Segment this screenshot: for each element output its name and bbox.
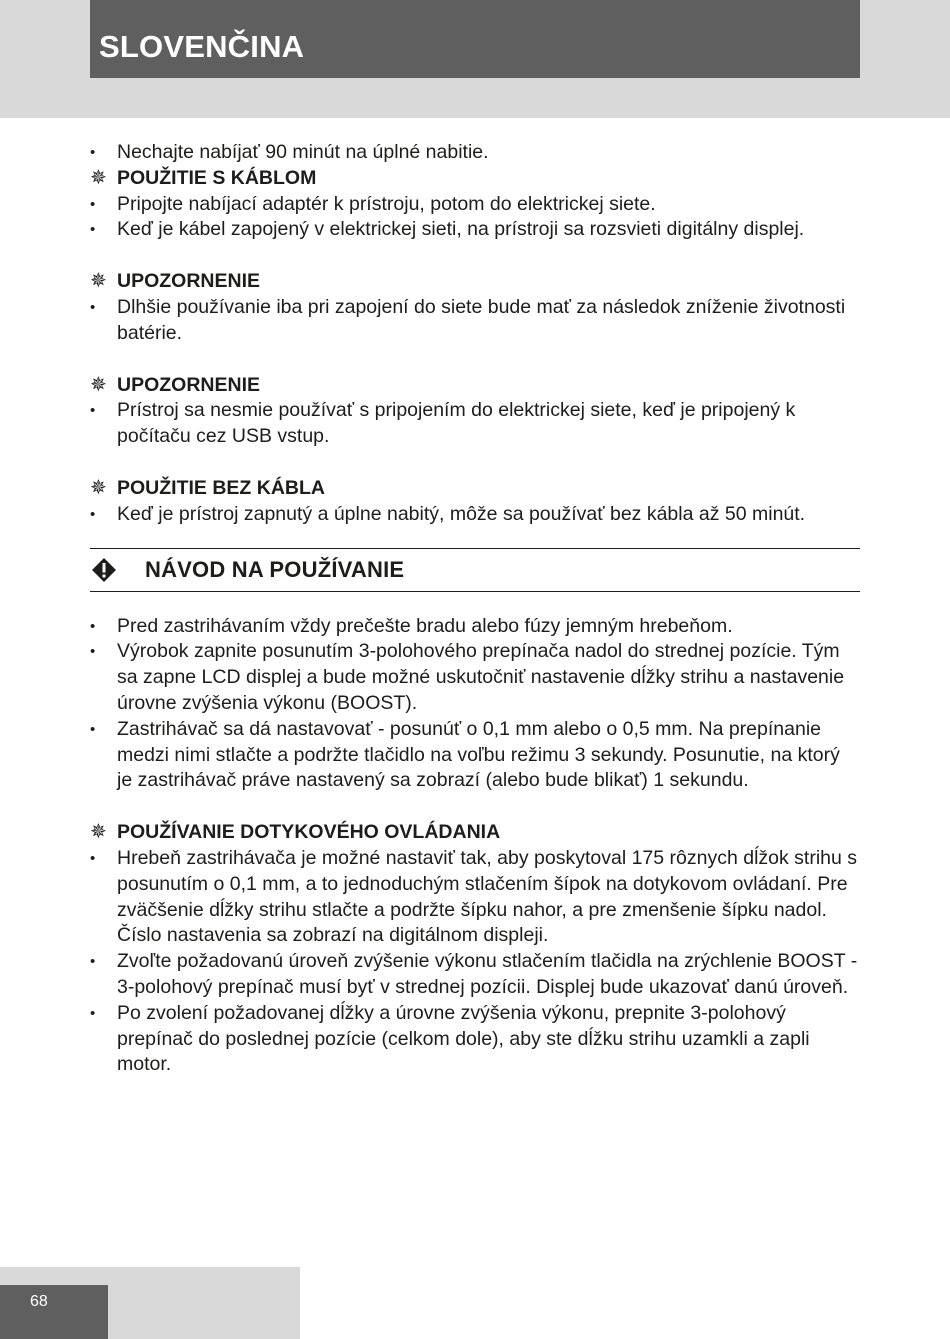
subheading-warning [90,373,860,399]
list-item: • Výrobok zapnite posunutím 3-polohového prepínača nadol do strednej pozície. Tým sa zapne LCD displej a bude možné uskutočniť nastavenie dĺžky strihu a nastavenie úrovne zvýšenia výkonu (BOOST). [90,639,860,716]
sun-star-icon: ✵ [90,821,107,844]
subheading-cordless-use [90,476,860,502]
warning-diamond-icon [91,557,117,583]
sun-star-icon: ✵ [90,476,107,499]
bullet-list [90,502,860,528]
bullet-list [90,398,860,450]
subheading-text: UPOZORNENIE [117,270,261,293]
list-item: • Keď je prístroj zapnutý a úplne nabitý, môže sa používať bez kábla až 50 minút. [90,502,860,528]
list-item: • Keď je kábel zapojený v elektrickej sieti, na prístroji sa rozsvieti digitálny displej. [90,217,860,243]
list-item: • Hrebeň zastrihávača je možné nastaviť tak, aby poskytoval 175 rôznych dĺžok strihu s posunutím o 0,1 mm, a to jednoduchým stlačením šípok na dotykovom ovládaní. Pre zväčšenie dĺžky strihu stlačte a podržte šípku nahor, a pre zmenšenie šípku nadol. Číslo nastavenia sa zobrazí na digitálnom displeji. [90,846,860,949]
subheading-touch-control [90,820,860,846]
section-title: NÁVOD NA POUŽÍVANIE [145,556,405,582]
subheading-text: UPOZORNENIE [117,373,261,396]
list-item: • Pripojte nabíjací adaptér k prístroju, potom do elektrickej siete. [90,192,860,218]
list-item: • Zastrihávač sa dá nastavovať - posunúť o 0,1 mm alebo o 0,5 mm. Na prepínanie medzi nimi stlačte a podržte tlačidlo na voľbu režimu 3 sekundy. Posunutie, na ktorý je zastrihávač práve nastavený sa zobrazí (alebo bude blikať) 1 sekundu. [90,717,860,794]
list-item: • Zvoľte požadovanú úroveň zvýšenie výkonu stlačením tlačidla na zrýchlenie BOOST - 3-polohový prepínač musí byť v strednej pozícii. Displej bude ukazovať danú úroveň. [90,949,860,1001]
bullet-list [90,846,860,1078]
bullet-list [90,614,860,795]
page-number: 68 [0,1285,108,1339]
list-item: • Dlhšie používanie iba pri zapojení do siete bude mať za následok zníženie životnosti batérie. [90,295,860,347]
subheading-text: POUŽITIE BEZ KÁBLA [117,476,325,499]
list-item: • Prístroj sa nesmie používať s pripojením do elektrickej siete, keď je pripojený k počítaču cez USB vstup. [90,398,860,450]
bullet-list [90,295,860,347]
sun-star-icon: ✵ [90,270,107,293]
language-title: SLOVENČINA [90,0,860,78]
bullet-list [90,192,860,244]
sun-star-icon: ✵ [90,166,107,189]
list-item: • Nechajte nabíjať 90 minút na úplné nabitie. [90,140,860,166]
list-item: • Po zvolení požadovanej dĺžky a úrovne zvýšenia výkonu, prepnite 3-polohový prepínač do poslednej pozície (celkom dole), aby ste dĺžku strihu uzamkli a zapli motor. [90,1001,860,1078]
subheading-corded-use [90,166,860,192]
sun-star-icon: ✵ [90,373,107,396]
page-content [90,140,860,1078]
subheading-warning [90,269,860,295]
subheading-text: POUŽÍVANIE DOTYKOVÉHO OVLÁDANIA [117,821,501,844]
bullet-list [90,140,860,166]
list-item: • Pred zastrihávaním vždy prečešte bradu alebo fúzy jemným hrebeňom. [90,614,860,640]
section-heading [90,548,860,592]
subheading-text: POUŽITIE S KÁBLOM [117,166,317,189]
